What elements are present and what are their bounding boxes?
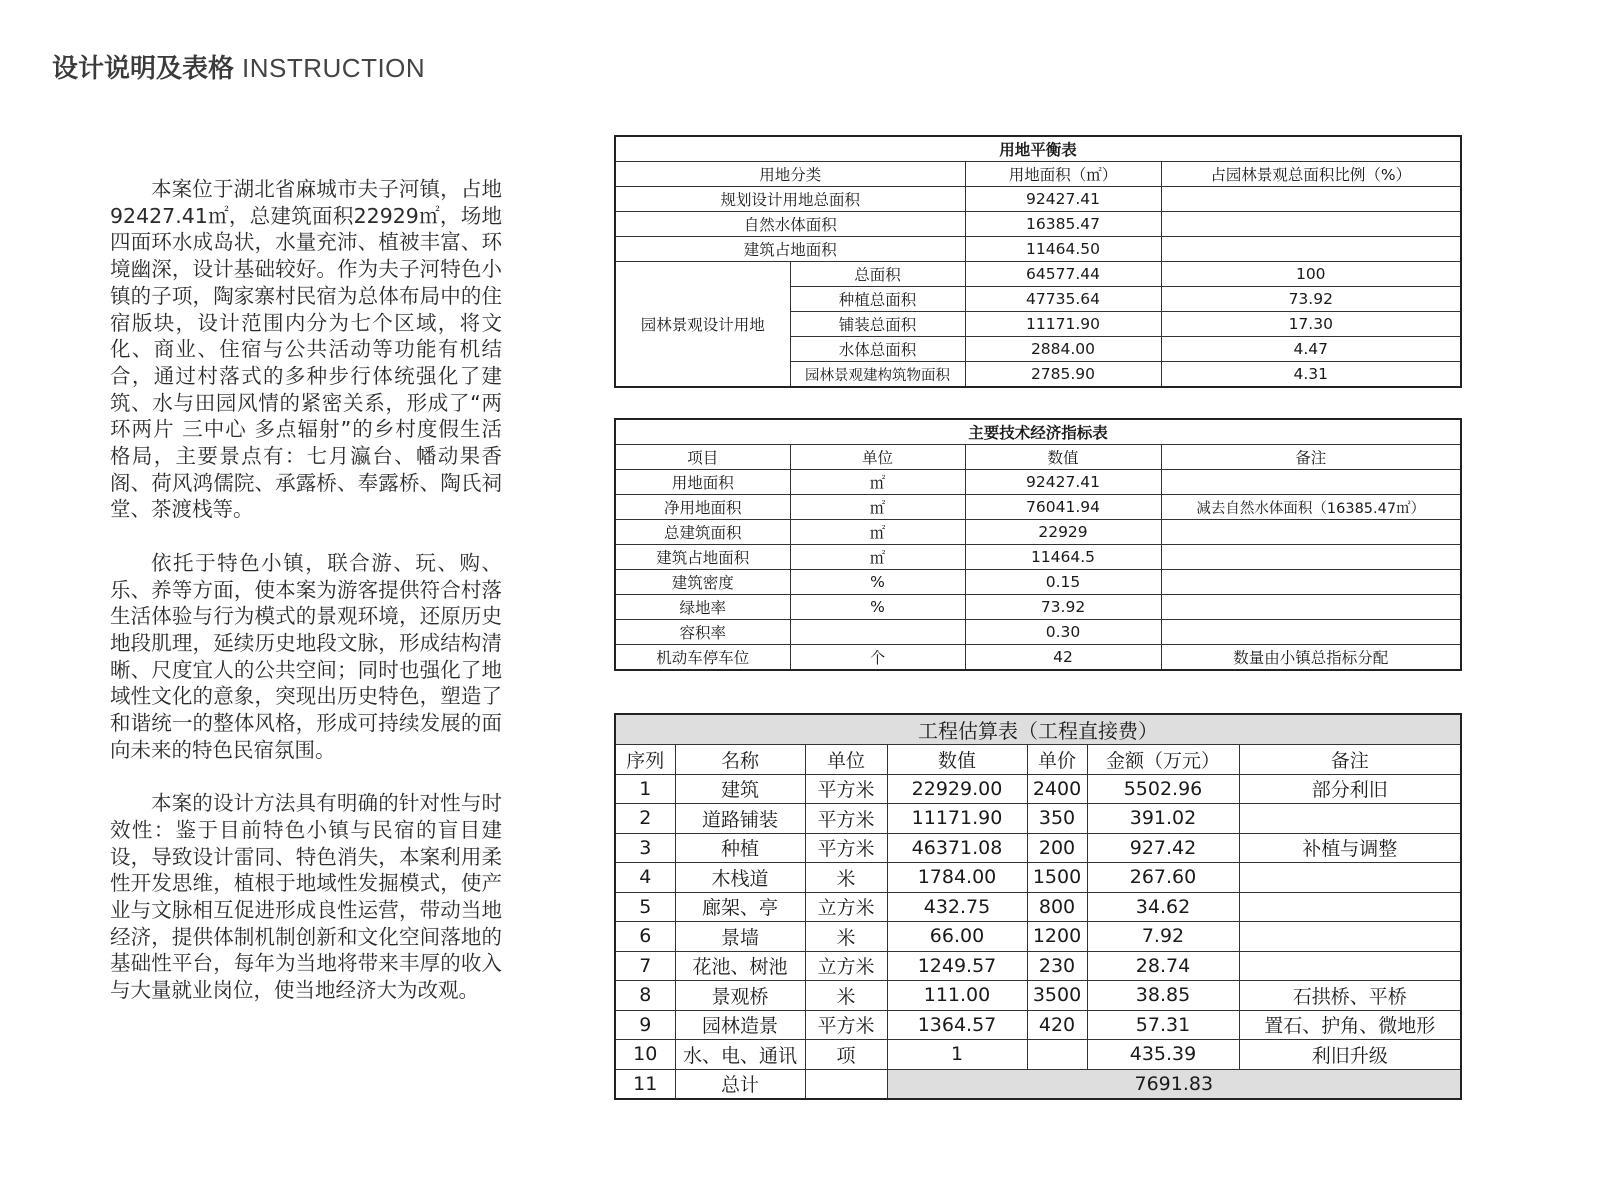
- table-row: [615, 804, 1461, 834]
- table-cell: 廊架、亭: [675, 892, 805, 922]
- description-paragraph: 本案位于湖北省麻城市夫子河镇，占地92427.41㎡，总建筑面积22929㎡，场地四面环水成岛状，水量充沛、植被丰富、环境幽深，设计基础较好。作为夫子河特色小镇的子项，陶家寨村民宿为总体布局中的住宿版块，设计范围内分为七个区域，将文化、商业、住宿与公共活动等功能有机结合，通过村落式的多种步行体统强化了建筑、水与田园风情的紧密关系，形成了“两环两片 三中心 多点辐射”的乡村度假生活格局，主要景点有：七月瀛台、幡动果香阁、荷风鸿儒院、承露桥、奉露桥、陶氏祠堂、茶渡栈等。: [110, 177, 502, 522]
- table-cell: ㎡: [790, 495, 965, 520]
- column-header: 用地分类: [615, 162, 965, 187]
- table-row: [615, 212, 1461, 237]
- table-cell: 38.85: [1087, 981, 1239, 1011]
- table-cell: [1239, 922, 1461, 952]
- total-row: [615, 1069, 1461, 1099]
- table-cell: [1161, 570, 1461, 595]
- table-cell: 5502.96: [1087, 774, 1239, 804]
- table-cell: 3500: [1027, 981, 1087, 1011]
- table-cell: ㎡: [790, 470, 965, 495]
- table-cell: 11: [615, 1069, 675, 1099]
- table-cell: 230: [1027, 951, 1087, 981]
- table-cell: 1364.57: [887, 1010, 1027, 1040]
- table-cell: 补植与调整: [1239, 833, 1461, 863]
- table-cell: 73.92: [965, 595, 1161, 620]
- table-row: [615, 470, 1461, 495]
- column-header: 单价: [1027, 745, 1087, 775]
- column-header: 项目: [615, 445, 790, 470]
- table-cell: %: [790, 595, 965, 620]
- table-cell: 木栈道: [675, 863, 805, 893]
- table-cell: 建筑占地面积: [615, 545, 790, 570]
- table-cell: 47735.64: [965, 287, 1161, 312]
- table-row: [615, 1040, 1461, 1070]
- table-cell: [1161, 212, 1461, 237]
- description-paragraph: 本案的设计方法具有明确的针对性与时效性：鉴于目前特色小镇与民宿的盲目建设，导致设计雷同、特色消失，本案利用柔性开发思维，植根于地域性发掘模式，使产业与文脉相互促进形成良性运营，带动当地经济，提供体制机制创新和文化空间落地的基础性平台，每年为当地将带来丰厚的收入与大量就业岗位，使当地经济大为改观。: [110, 791, 502, 1003]
- table-row: [615, 1010, 1461, 1040]
- table-cell: 64577.44: [965, 262, 1161, 287]
- column-header: 单位: [790, 445, 965, 470]
- table-title: 工程估算表（工程直接费）: [615, 714, 1461, 745]
- table-cell: 米: [805, 863, 887, 893]
- table-cell: [1239, 863, 1461, 893]
- table-row: [615, 645, 1461, 671]
- table-cell: 1: [615, 774, 675, 804]
- table-cell: 1249.57: [887, 951, 1027, 981]
- table-cell: 园林景观建构筑物面积: [790, 362, 965, 388]
- table-cell: 平方米: [805, 833, 887, 863]
- table-cell: 景观桥: [675, 981, 805, 1011]
- table-cell: 平方米: [805, 774, 887, 804]
- table-cell: 2: [615, 804, 675, 834]
- table-row: [615, 981, 1461, 1011]
- table-cell: 46371.08: [887, 833, 1027, 863]
- cost-estimate-table: [614, 713, 1462, 1100]
- description-paragraph: 依托于特色小镇，联合游、玩、购、乐、养等方面，使本案为游客提供符合村落生活体验与行为模式的景观环境，还原历史地段肌理，延续历史地段文脉，形成结构清晰、尺度宜人的公共空间；同时也强化了地域性文化的意象，突现出历史特色，塑造了和谐统一的整体风格，形成可持续发展的面向未来的特色民宿氛围。: [110, 550, 502, 762]
- table-row: [615, 774, 1461, 804]
- table-cell: 350: [1027, 804, 1087, 834]
- table-cell: 100: [1161, 262, 1461, 287]
- table-cell: 种植: [675, 833, 805, 863]
- table-cell: 机动车停车位: [615, 645, 790, 671]
- table-cell: 减去自然水体面积（16385.47㎡）: [1161, 495, 1461, 520]
- table-cell: 1784.00: [887, 863, 1027, 893]
- table-cell: 0.30: [965, 620, 1161, 645]
- table-cell: 42: [965, 645, 1161, 671]
- table-cell: 1200: [1027, 922, 1087, 952]
- table-row: [615, 922, 1461, 952]
- table-cell: 1: [887, 1040, 1027, 1070]
- column-header: 占园林景观总面积比例（%）: [1161, 162, 1461, 187]
- table-cell: 7.92: [1087, 922, 1239, 952]
- table-cell: ㎡: [790, 520, 965, 545]
- table-row: [615, 187, 1461, 212]
- description-text: [110, 176, 502, 1030]
- total-amount: 7691.83: [887, 1069, 1461, 1099]
- column-header: 单位: [805, 745, 887, 775]
- table-row: [615, 520, 1461, 545]
- table-row: [615, 620, 1461, 645]
- column-header: 名称: [675, 745, 805, 775]
- table-cell: 水、电、通讯: [675, 1040, 805, 1070]
- table-cell: 34.62: [1087, 892, 1239, 922]
- column-header: 备注: [1161, 445, 1461, 470]
- table-cell: 2884.00: [965, 337, 1161, 362]
- table-cell: [1161, 187, 1461, 212]
- table-cell: 22929.00: [887, 774, 1027, 804]
- table-cell: 4.31: [1161, 362, 1461, 388]
- table-row: [615, 892, 1461, 922]
- table-cell: 76041.94: [965, 495, 1161, 520]
- table-cell: 道路铺装: [675, 804, 805, 834]
- table-cell: 部分利旧: [1239, 774, 1461, 804]
- table-cell: 规划设计用地总面积: [615, 187, 965, 212]
- column-header: 数值: [965, 445, 1161, 470]
- table-cell: [1239, 951, 1461, 981]
- table-title: 主要技术经济指标表: [615, 419, 1461, 445]
- table-cell: 平方米: [805, 1010, 887, 1040]
- table-row: [615, 863, 1461, 893]
- table-cell: [1161, 520, 1461, 545]
- table-title: 用地平衡表: [615, 136, 1461, 162]
- table-cell: 200: [1027, 833, 1087, 863]
- table-cell: 267.60: [1087, 863, 1239, 893]
- page-title: [52, 50, 425, 87]
- column-header: 金额（万元）: [1087, 745, 1239, 775]
- table-row: [615, 545, 1461, 570]
- table-cell: 种植总面积: [790, 287, 965, 312]
- total-label: 总计: [675, 1069, 805, 1099]
- table-cell: 22929: [965, 520, 1161, 545]
- table-cell: 建筑: [675, 774, 805, 804]
- table-cell: 利旧升级: [1239, 1040, 1461, 1070]
- table-cell: 置石、护角、微地形: [1239, 1010, 1461, 1040]
- table-cell: 总建筑面积: [615, 520, 790, 545]
- table-cell: [1161, 470, 1461, 495]
- page-title-en: INSTRUCTION: [242, 53, 426, 83]
- table-cell: 432.75: [887, 892, 1027, 922]
- table-cell: [1027, 1040, 1087, 1070]
- table-cell: 建筑占地面积: [615, 237, 965, 262]
- table-cell: 111.00: [887, 981, 1027, 1011]
- table-cell: 立方米: [805, 951, 887, 981]
- table-cell: 8: [615, 981, 675, 1011]
- table-cell: 28.74: [1087, 951, 1239, 981]
- table-cell: 绿地率: [615, 595, 790, 620]
- table-cell: [1239, 804, 1461, 834]
- table-cell: [1161, 620, 1461, 645]
- table-cell: 项: [805, 1040, 887, 1070]
- table-cell: 420: [1027, 1010, 1087, 1040]
- table-cell: 2400: [1027, 774, 1087, 804]
- table-cell: 景墙: [675, 922, 805, 952]
- table-cell: 6: [615, 922, 675, 952]
- table-cell: 11464.5: [965, 545, 1161, 570]
- table-cell: [1161, 545, 1461, 570]
- table-cell: [805, 1069, 887, 1099]
- table-cell: 花池、树池: [675, 951, 805, 981]
- table-cell: 3: [615, 833, 675, 863]
- table-row: [615, 570, 1461, 595]
- table-cell: 总面积: [790, 262, 965, 287]
- table-cell: 9: [615, 1010, 675, 1040]
- table-row: [615, 495, 1461, 520]
- table-cell: 园林造景: [675, 1010, 805, 1040]
- table-cell: 米: [805, 981, 887, 1011]
- column-header: 用地面积（㎡）: [965, 162, 1161, 187]
- table-cell: 数量由小镇总指标分配: [1161, 645, 1461, 671]
- table-row: [615, 951, 1461, 981]
- table-cell: 17.30: [1161, 312, 1461, 337]
- table-cell: 2785.90: [965, 362, 1161, 388]
- column-header: 序列: [615, 745, 675, 775]
- table-cell: 立方米: [805, 892, 887, 922]
- column-header: 数值: [887, 745, 1027, 775]
- table-cell: 水体总面积: [790, 337, 965, 362]
- table-cell: 铺装总面积: [790, 312, 965, 337]
- table-row: [615, 237, 1461, 262]
- table-cell: 7: [615, 951, 675, 981]
- table-cell: 800: [1027, 892, 1087, 922]
- table-cell: 平方米: [805, 804, 887, 834]
- column-header: 备注: [1239, 745, 1461, 775]
- table-cell: 米: [805, 922, 887, 952]
- table-cell: 建筑密度: [615, 570, 790, 595]
- table-cell: 73.92: [1161, 287, 1461, 312]
- land-balance-table: [614, 135, 1462, 388]
- table-row: [615, 262, 1461, 287]
- table-cell: 4.47: [1161, 337, 1461, 362]
- tech-indicators-table: [614, 418, 1462, 671]
- table-cell: [790, 620, 965, 645]
- table-cell: [1161, 595, 1461, 620]
- table-cell: ㎡: [790, 545, 965, 570]
- table-row: [615, 595, 1461, 620]
- table-cell: 5: [615, 892, 675, 922]
- table-cell: 自然水体面积: [615, 212, 965, 237]
- table-cell: %: [790, 570, 965, 595]
- table-cell: 57.31: [1087, 1010, 1239, 1040]
- table-cell: 1500: [1027, 863, 1087, 893]
- table-cell: [1161, 237, 1461, 262]
- table-cell: 11464.50: [965, 237, 1161, 262]
- table-cell: 16385.47: [965, 212, 1161, 237]
- table-cell: 用地面积: [615, 470, 790, 495]
- table-cell: 66.00: [887, 922, 1027, 952]
- table-row: [615, 833, 1461, 863]
- table-cell: [1239, 892, 1461, 922]
- table-cell: 净用地面积: [615, 495, 790, 520]
- group-label-cell: 园林景观设计用地: [615, 262, 790, 388]
- table-cell: 个: [790, 645, 965, 671]
- table-cell: 容积率: [615, 620, 790, 645]
- table-cell: 11171.90: [887, 804, 1027, 834]
- table-cell: 391.02: [1087, 804, 1239, 834]
- table-cell: 92427.41: [965, 470, 1161, 495]
- table-cell: 927.42: [1087, 833, 1239, 863]
- table-cell: 石拱桥、平桥: [1239, 981, 1461, 1011]
- table-cell: 10: [615, 1040, 675, 1070]
- table-cell: 4: [615, 863, 675, 893]
- page-title-zh: 设计说明及表格: [52, 54, 235, 84]
- table-cell: 11171.90: [965, 312, 1161, 337]
- table-cell: 435.39: [1087, 1040, 1239, 1070]
- table-cell: 0.15: [965, 570, 1161, 595]
- table-cell: 92427.41: [965, 187, 1161, 212]
